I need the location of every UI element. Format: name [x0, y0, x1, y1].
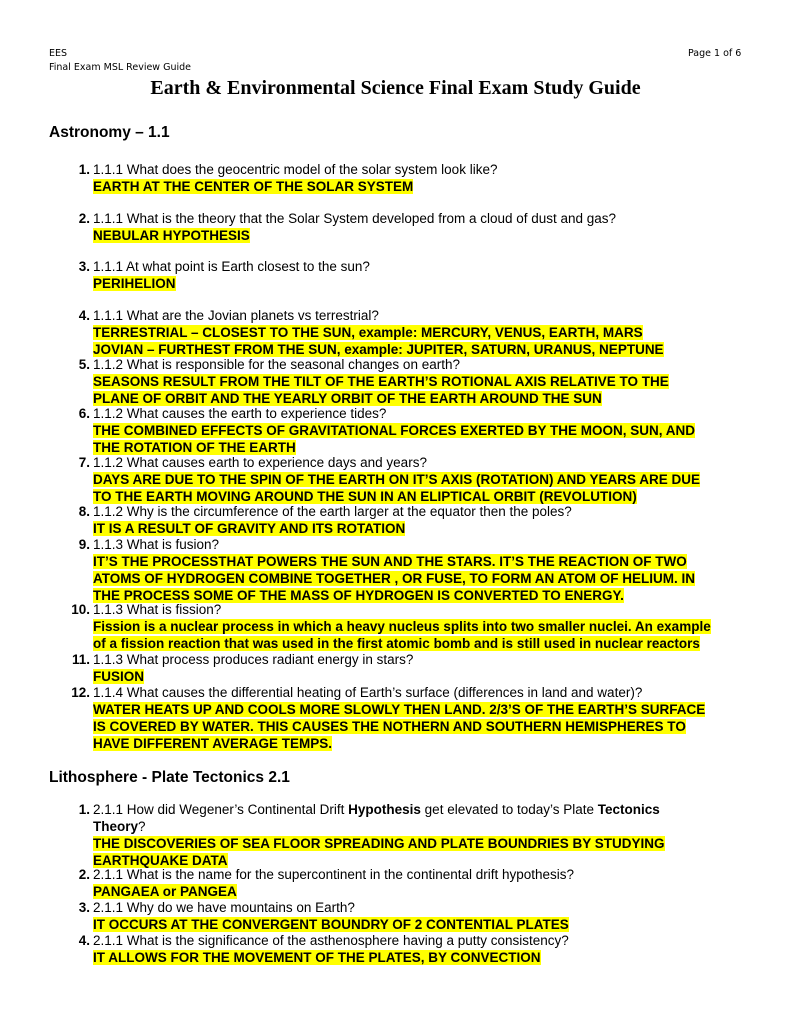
question-text: 1.1.2 Why is the circumference of the earth larger at the equator then the poles? [93, 504, 572, 519]
answer-line: THE PROCESS SOME OF THE MASS OF HYDROGEN IS CONVERTED TO ENERGY. [93, 588, 624, 603]
question-text: 2.1.1 Why do we have mountains on Earth? [93, 900, 355, 915]
answer-line: DAYS ARE DUE TO THE SPIN OF THE EARTH ON IT’S AXIS (ROTATION) AND YEARS ARE DUE [93, 472, 701, 487]
question-text: 1.1.3 What process produces radiant energy in stars? [93, 652, 414, 667]
answer-line: EARTHQUAKE DATA [93, 853, 228, 868]
question-number: 4. [78, 933, 90, 948]
header-doc: Final Exam MSL Review Guide [49, 62, 191, 73]
answer-line: WATER HEATS UP AND COOLS MORE SLOWLY THEN LAND. 2/3’S OF THE EARTH’S SURFACE [93, 702, 706, 717]
section-heading-astronomy: Astronomy – 1.1 [49, 124, 170, 141]
question-text: 1.1.1 What is the theory that the Solar System developed from a cloud of dust and gas? [93, 211, 617, 226]
question-text: 2.1.1 What is the name for the supercontinent in the continental drift hypothesis? [93, 867, 575, 882]
question-text: 1.1.1 At what point is Earth closest to the sun? [93, 259, 370, 274]
question-text: 2.1.1 What is the significance of the asthenosphere having a putty consistency? [93, 933, 569, 948]
question-number: 3. [78, 259, 90, 274]
answer-line: JOVIAN – FURTHEST FROM THE SUN, example: JUPITER, SATURN, URANUS, NEPTUNE [93, 342, 664, 357]
answer-line: TERRESTRIAL – CLOSEST TO THE SUN, example: MERCURY, VENUS, EARTH, MARS [93, 325, 643, 340]
question-number: 7. [78, 455, 90, 470]
answer-line: THE DISCOVERIES OF SEA FLOOR SPREADING AND PLATE BOUNDRIES BY STUDYING [93, 836, 665, 851]
answer-line: IT ALLOWS FOR THE MOVEMENT OF THE PLATES, BY CONVECTION [93, 950, 541, 965]
question-text: 1.1.3 What is fusion? [93, 537, 220, 552]
question-text: 1.1.3 What is fission? [93, 602, 222, 617]
answer-line: HAVE DIFFERENT AVERAGE TEMPS. [93, 736, 333, 751]
question-number: 12. [71, 685, 90, 700]
question-number: 5. [78, 357, 90, 372]
header-left [49, 47, 191, 75]
answer-line: IS COVERED BY WATER. THIS CAUSES THE NOTHERN AND SOUTHERN HEMISPHERES TO [93, 719, 686, 734]
question-text: 1.1.1 What does the geocentric model of the solar system look like? [93, 162, 498, 177]
answer-line: IT OCCURS AT THE CONVERGENT BOUNDRY OF 2 CONTENTIAL PLATES [93, 917, 569, 932]
header-course: EES [49, 48, 68, 59]
section-heading-lithosphere: Lithosphere - Plate Tectonics 2.1 [49, 769, 290, 786]
question-number: 11. [71, 652, 90, 667]
answer-line: SEASONS RESULT FROM THE TILT OF THE EARTH’S ROTIONAL AXIS RELATIVE TO THE [93, 374, 669, 389]
header-page-number: Page 1 of 6 [688, 48, 742, 59]
question-number: 4. [78, 308, 90, 323]
question-number: 3. [78, 900, 90, 915]
answer-line: ATOMS OF HYDROGEN COMBINE TOGETHER , OR FUSE, TO FORM AN ATOM OF HELIUM. IN [93, 571, 696, 586]
question-number: 9. [78, 537, 90, 552]
answer-line: of a fission reaction that was used in the first atomic bomb and is still used in nuclear reactors [93, 636, 700, 651]
question-number: 2. [78, 867, 90, 882]
question-number: 2. [78, 211, 90, 226]
question-number: 10. [71, 602, 90, 617]
answer-line: PLANE OF ORBIT AND THE YEARLY ORBIT OF THE EARTH AROUND THE SUN [93, 391, 602, 406]
answer-line: THE ROTATION OF THE EARTH [93, 440, 296, 455]
question-number: 1. [78, 802, 90, 817]
page-title: Earth & Environmental Science Final Exam Study Guide [150, 77, 641, 99]
question-text: 1.1.2 What causes earth to experience days and years? [93, 455, 427, 470]
question-number: 1. [78, 162, 90, 177]
answer-line: IT IS A RESULT OF GRAVITY AND ITS ROTATION [93, 521, 406, 536]
question-text: 1.1.2 What causes the earth to experience tides? [93, 406, 387, 421]
answer-line: THE COMBINED EFFECTS OF GRAVITATIONAL FORCES EXERTED BY THE MOON, SUN, AND [93, 423, 696, 438]
question-number: 8. [78, 504, 90, 519]
answer-line: TO THE EARTH MOVING AROUND THE SUN IN AN ELIPTICAL ORBIT (REVOLUTION) [93, 489, 637, 504]
question-text: 1.1.4 What causes the differential heating of Earth’s surface (differences in land and water)? [93, 685, 643, 700]
question-text: 1.1.1 What are the Jovian planets vs terrestrial? [93, 308, 379, 323]
question-number: 6. [78, 406, 90, 421]
answer-line: EARTH AT THE CENTER OF THE SOLAR SYSTEM [93, 179, 414, 194]
answer-line: FUSION [93, 669, 145, 684]
answer-line: PERIHELION [93, 276, 176, 291]
answer-line: IT’S THE PROCESSTHAT POWERS THE SUN AND THE STARS. IT’S THE REACTION OF TWO [93, 554, 687, 569]
answer-line: NEBULAR HYPOTHESIS [93, 228, 250, 243]
answer-line: Fission is a nuclear process in which a heavy nucleus splits into two smaller nuclei. An example [93, 619, 711, 634]
answer-line: PANGAEA or PANGEA [93, 884, 237, 899]
question-text: 1.1.2 What is responsible for the seasonal changes on earth? [93, 357, 460, 372]
question-text: 2.1.1 How did Wegener’s Continental Drift Hypothesis get elevated to today’s Plate Tectonics Theory? [93, 802, 660, 834]
